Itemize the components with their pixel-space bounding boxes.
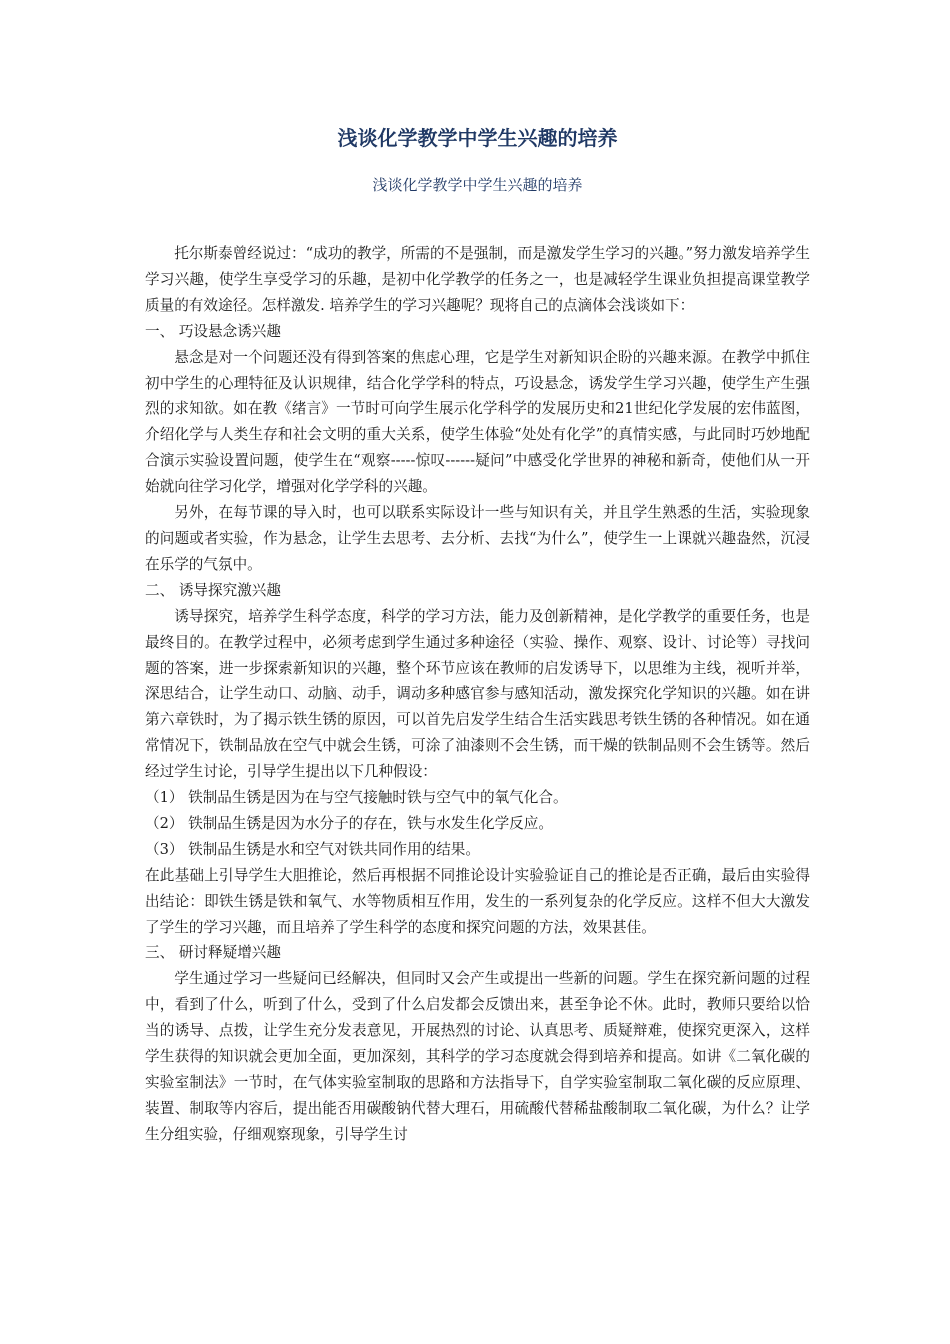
section-1-paragraph-1: 悬念是对一个问题还没有得到答案的焦虑心理，它是学生对新知识企盼的兴趣来源。在教学中抓住初中学生的心理特征及认识规律，结合化学学科的特点，巧设悬念，诱发学生学习兴趣，使学生产生强烈的求知欲。如在教《绪言》一节时可向学生展示化学科学的发展历史和21世纪化学发展的宏伟蓝图，介绍化学与人类生存和社会文明的重大关系，使学生体验“处处有化学”的真情实感，与此同时巧妙地配合演示实验设置问题，使学生在“观察-----惊叹------疑问”中感受化学世界的神秘和新奇，使他们从一开始就向往学习化学，增强对化学学科的兴趣。 [145, 348, 810, 496]
intro-paragraph: 托尔斯泰曾经说过：“成功的教学，所需的不是强制，而是激发学生学习的兴趣。”努力激发培养学生学习兴趣，使学生享受学习的乐趣，是初中化学教学的任务之一，也是减轻学生课业负担提高课堂教学质量的有效途径。怎样激发. 培养学生的学习兴趣呢？现将自己的点滴体会浅谈如下： [145, 245, 810, 314]
section-3-heading: 三、 研讨释疑增兴趣 [145, 944, 281, 962]
section-2-paragraph-2: 在此基础上引导学生大胆推论，然后再根据不同推论设计实验验证自己的推论是否正确，最后由实验得出结论：即铁生锈是铁和氧气、水等物质相互作用，发生的一系列复杂的化学反应。这样不但大大激发了学生的学习兴趣，而且培养了学生科学的态度和探究问题的方法，效果甚佳。 [145, 866, 810, 936]
document-title: 浅谈化学教学中学生兴趣的培养 [337, 126, 618, 150]
section-1-heading: 一、 巧设悬念诱兴趣 [145, 322, 281, 340]
document-subtitle: 浅谈化学教学中学生兴趣的培养 [372, 176, 583, 194]
hypothesis-3: （3） 铁制品生锈是水和空气对铁共同作用的结果。 [145, 840, 480, 858]
section-2-paragraph-1: 诱导探究，培养学生科学态度，科学的学习方法，能力及创新精神，是化学教学的重要任务，也是最终目的。在教学过程中，必须考虑到学生通过多种途径（实验、操作、观察、设计、讨论等）寻找问题的答案，进一步探索新知识的兴趣，整个环节应该在教师的启发诱导下，以思维为主线，视听并举，深思结合，让学生动口、动脑、动手，调动多种感官参与感知活动，激发探究化学知识的兴趣。如在讲第六章铁时，为了揭示铁生锈的原因，可以首先启发学生结合生活实践思考铁生锈的各种情况。如在通常情况下，铁制品放在空气中就会生锈，可涂了油漆则不会生锈，而干燥的铁制品则不会生锈等。然后经过学生讨论，引导学生提出以下几种假设： [145, 607, 810, 781]
section-3-paragraph-1: 学生通过学习一些疑问已经解决，但同时又会产生或提出一些新的问题。学生在探究新问题的过程中，看到了什么，听到了什么，受到了什么启发都会反馈出来，甚至争论不休。此时，教师只要给以恰当的诱导、点拨，让学生充分发表意见，开展热烈的讨论、认真思考、质疑辩难，使探究更深入，这样学生获得的知识就会更加全面，更加深刻，其科学的学习态度就会得到培养和提高。如讲《二氧化碳的实验室制法》一节时，在气体实验室制取的思路和方法指导下，自学实验室制取二氧化碳的反应原理、装置、制取等内容后，提出能否用碳酸钠代替大理石，用硫酸代替稀盐酸制取二氧化碳，为什么？让学生分组实验，仔细观察现象，引导学生讨 [145, 970, 810, 1143]
section-1-paragraph-2: 另外，在每节课的导入时，也可以联系实际设计一些与知识有关，并且学生熟悉的生活，实验现象的问题或者实验，作为悬念，让学生去思考、去分析、去找“为什么”，使学生一上课就兴趣盎然，沉浸在乐学的气氛中。 [145, 504, 810, 573]
hypothesis-2: （2） 铁制品生锈是因为水分子的存在，铁与水发生化学反应。 [145, 814, 553, 832]
hypothesis-1: （1） 铁制品生锈是因为在与空气接触时铁与空气中的氧气化合。 [145, 789, 568, 807]
section-2-heading: 二、 诱导探究激兴趣 [145, 581, 281, 599]
document-body [145, 241, 810, 1148]
